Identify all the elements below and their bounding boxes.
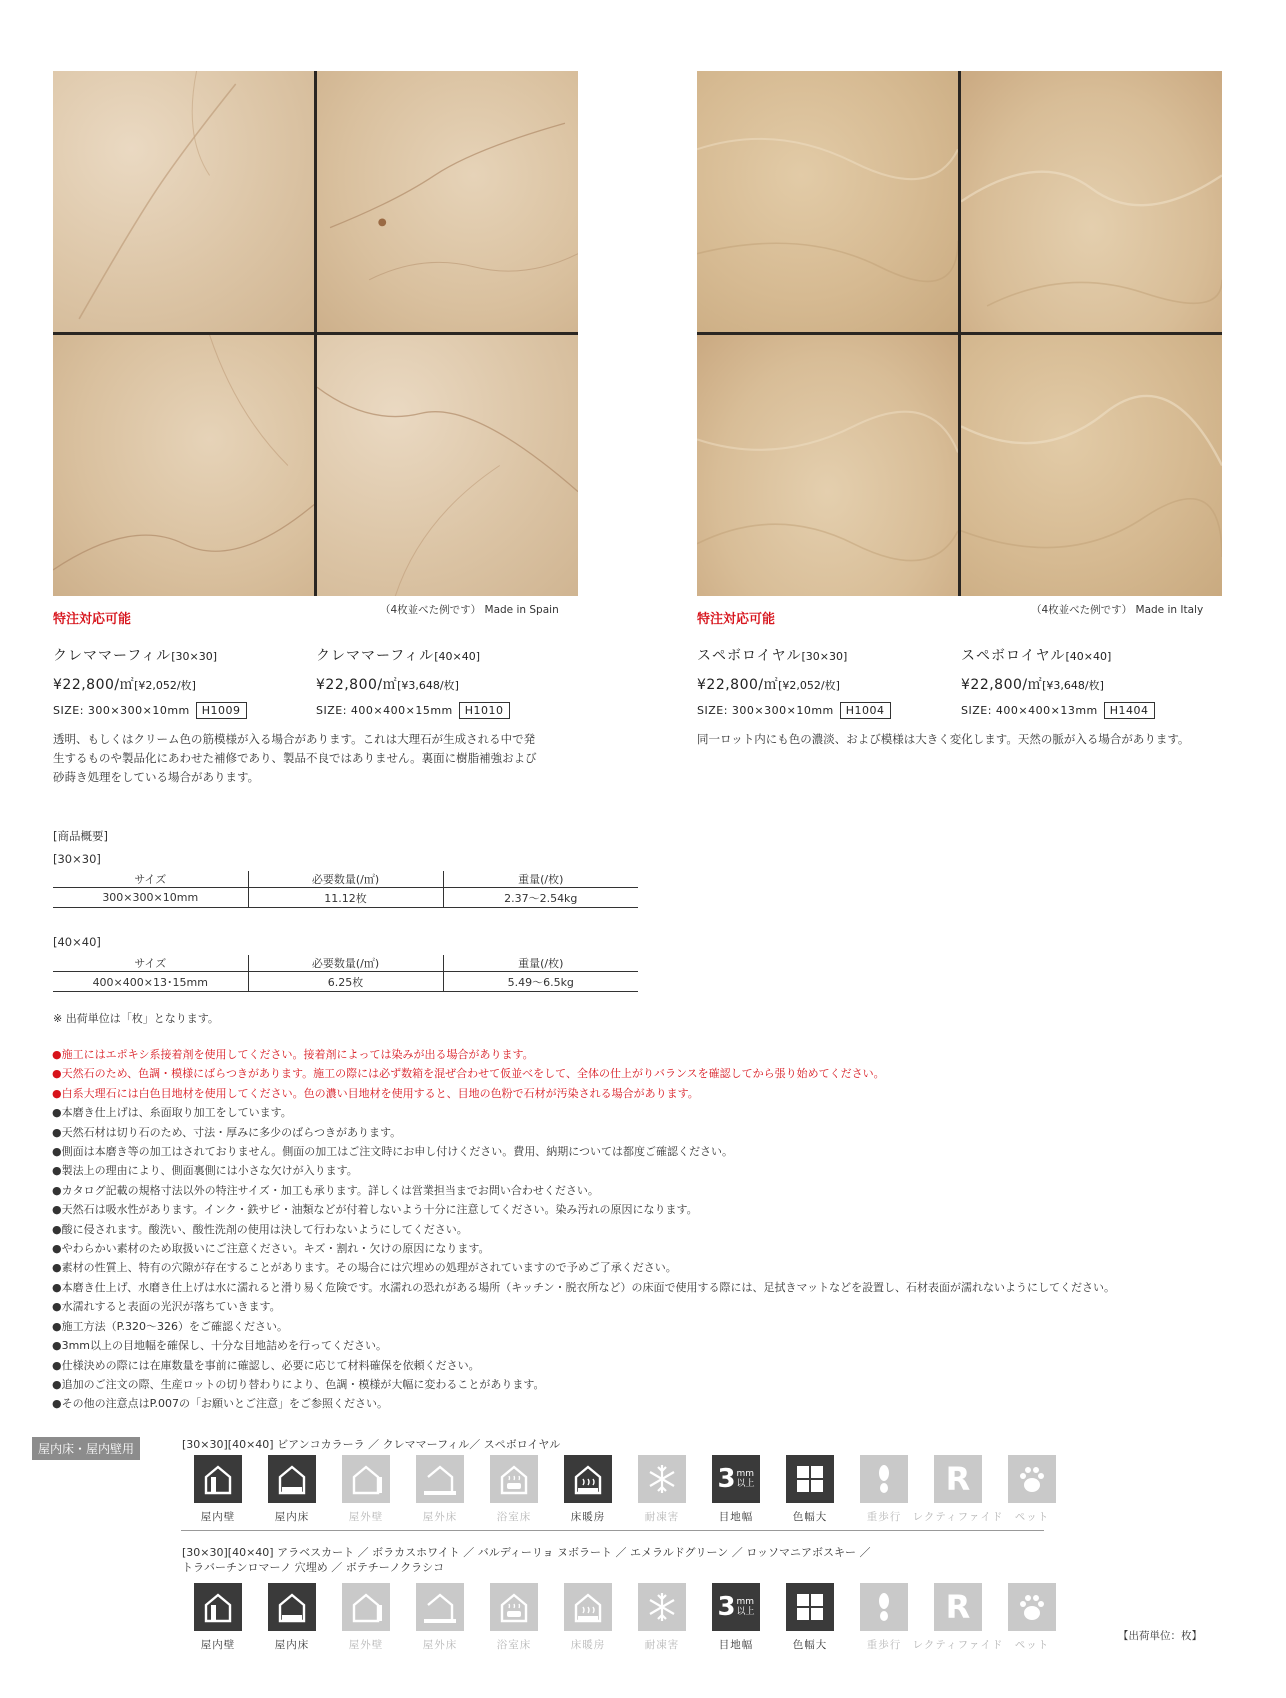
product-description: 透明、もしくはクリーム色の筋模様が入る場合があります。これは大理石が生成される中で発 生するものや製品化にあわせた補修であり、製品不良ではありません。裏面に樹脂補強および 砂蒔き処理をしている場合があります。 [53,732,537,784]
indoor-floor-icon [268,1455,316,1503]
caution-item: ●水濡れすると表面の光沢が落ちていきます。 [52,1300,281,1314]
floor-heating-icon [564,1583,612,1631]
table-label: [30×30] [53,852,101,866]
indoor-wall-icon [194,1583,242,1631]
usage-icon-label: 目地幅 [718,1639,754,1651]
table-row: 300×300×10mm 11.12枚 2.37～2.54kg [53,888,638,908]
caution-item: ●施工方法（P.320～326）をご確認ください。 [52,1319,289,1333]
spec-table [53,871,638,908]
pet-icon [1008,1583,1056,1631]
usage-icon-item [181,1455,255,1524]
usage-icon-item [995,1583,1069,1652]
product-code: H1004 [840,702,891,719]
product-name: クレママーフィル[40×40] [316,648,480,664]
product-name: クレママーフィル[30×30] [53,648,217,664]
table-header: 重量(/枚) [443,955,638,972]
usage-icon-label: ペット [1014,1511,1050,1523]
table-header: サイズ [53,955,248,972]
usage-icon-item [625,1455,699,1524]
caution-item: ●その他の注意点はP.007の「お願いとご注意」をご参照ください。 [52,1397,389,1411]
usage-icon-item [403,1455,477,1524]
usage-icon-item [255,1583,329,1652]
usage-icon-label: 浴室床 [496,1511,532,1523]
usage-icon-item [699,1455,773,1524]
product-size: SIZE: 400×400×13mm H1404 [961,702,1211,719]
usage-icon-label: 重歩行 [866,1639,902,1651]
usage-icon-item [181,1583,255,1652]
usage-icon-item [625,1583,699,1652]
usage-icon-label: 色幅大 [792,1639,828,1651]
heavy-walking-icon [860,1455,908,1503]
usage-icon-label: 床暖房 [570,1639,606,1651]
joint-width-icon: 3 mm 以上 [712,1455,760,1503]
joint-width-icon: 3 mm 以上 [712,1583,760,1631]
usage-icon-item [551,1455,625,1524]
indoor-wall-icon [194,1455,242,1503]
caution-item: ●素材の性質上、特有の穴隙が存在することがあります。その場合には穴埋めの処理がされていますので予めご了承ください。 [52,1261,677,1275]
example-note: （4枚並べた例です） Made in Italy [1031,604,1204,616]
usage-icon-row [181,1455,1069,1524]
product-code: H1010 [459,702,510,719]
usage-icon-label: 浴室床 [496,1639,532,1651]
caution-item: ●本磨き仕上げは、糸面取り加工をしています。 [52,1106,292,1120]
tile [317,71,578,332]
usage-icon-label: 屋外壁 [348,1639,384,1651]
caution-item: ●カタログ記載の規格寸法以外の特注サイズ・加工も承ります。詳しくは営業担当までお問い合わせください。 [52,1183,599,1197]
caution-list [52,1045,1252,1414]
caution-item: ●仕様決めの際には在庫数量を事前に確認し、必要に応じて材料確保を依頼ください。 [52,1358,480,1372]
table-header: 必要数量(/㎡) [248,871,443,888]
product-price: ¥22,800/㎡[¥3,648/枚] [961,677,1104,693]
usage-icon-item [551,1583,625,1652]
usage-icon-item [477,1583,551,1652]
product-name: スペボロイヤル[30×30] [697,648,848,664]
caution-item: ●本磨き仕上げ、水磨き仕上げは水に濡れると滑り易く危険です。水濡れの恐れがある場所（キッチン・脱衣所など）の床面で使用する際には、足拭きマットなどを設置し、石材表面が濡れないようにしてください。 [52,1280,1116,1294]
product-code: H1404 [1104,702,1155,719]
tile [53,335,314,596]
caution-item: ●酸に侵されます。酸洗い、酸性洗剤の使用は決して行わないようにしてください。 [52,1222,468,1236]
shipping-unit-label: 【出荷単位：枚】 [1118,1630,1202,1642]
divider [181,1530,1044,1531]
tile [961,71,1222,332]
custom-order-note: 特注対応可能 [53,612,132,627]
caution-item: ●やわらかい素材のため取扱いにご注意ください。キズ・割れ・欠けの原因になります。 [52,1242,490,1256]
usage-icon-item [699,1583,773,1652]
spevo-royal-tile-photo [697,71,1222,596]
usage-badge: 屋内床・屋内壁用 [32,1437,140,1460]
joint-width-number: 3 [717,1592,736,1622]
caution-item: ●天然石のため、色調・模様にばらつきがあります。施工の際には必ず数箱を混ぜ合わせて仮並べをして、全体の仕上がりバランスを確認してから張り始めてください。 [52,1067,885,1081]
usage-icon-item [847,1583,921,1652]
usage-icon-label: 目地幅 [718,1511,754,1523]
table-header: 必要数量(/㎡) [248,955,443,972]
usage-icon-item [255,1455,329,1524]
outdoor-floor-icon [416,1455,464,1503]
usage-icon-label: 耐凍害 [644,1511,680,1523]
outdoor-floor-icon [416,1583,464,1631]
usage-icon-label: 床暖房 [570,1511,606,1523]
usage-icon-item [912,1455,1004,1524]
tile [961,335,1222,596]
product-description: 同一ロット内にも色の濃淡、および模様は大きく変化します。天然の脈が入る場合があります。 [697,732,1190,746]
floor-heating-icon [564,1455,612,1503]
shipping-unit-note: ※ 出荷単位は「枚」となります。 [53,1012,219,1025]
usage-icon-item [773,1583,847,1652]
product-spec [697,645,947,719]
usage-icon-label: 屋内床 [274,1639,310,1651]
caution-item: ●追加のご注文の際、生産ロットの切り替わりにより、色調・模様が大幅に変わることがあります。 [52,1377,545,1391]
bathroom-floor-icon [490,1583,538,1631]
icon-group-title: [30×30][40×40] ビアンコカラーラ ／ クレママーフィル／ スペボロイヤル [182,1438,561,1451]
usage-icon-item [912,1583,1004,1652]
joint-width-number: 3 [717,1464,736,1494]
usage-icon-item [329,1583,403,1652]
table-header: サイズ [53,871,248,888]
usage-icon-label: レクティファイド [912,1511,1004,1523]
caution-item: ●製法上の理由により、側面裏側には小さな欠けが入ります。 [52,1164,358,1178]
usage-icon-item [329,1455,403,1524]
tile [53,71,314,332]
usage-icon-item [403,1583,477,1652]
example-note: （4枚並べた例です） Made in Spain [380,604,559,616]
caution-item: ●白系大理石には白色目地材を使用してください。色の濃い目地材を使用すると、目地の色粉で石材が汚染される場合があります。 [52,1086,699,1100]
usage-icon-item [995,1455,1069,1524]
usage-icon-item [847,1455,921,1524]
product-spec [961,645,1211,719]
table-header: 重量(/枚) [443,871,638,888]
caution-item: ●側面は本磨き等の加工はされておりません。側面の加工はご注文時にお申し付けください。費用、納期については都度ご確認ください。 [52,1145,734,1159]
usage-icon-label: 耐凍害 [644,1639,680,1651]
product-price: ¥22,800/㎡[¥2,052/枚] [697,677,840,693]
product-spec [316,645,566,719]
usage-icon-label: 屋外床 [422,1511,458,1523]
crema-marfil-tile-photo [53,71,578,596]
product-price: ¥22,800/㎡[¥2,052/枚] [53,677,196,693]
usage-icon-item [773,1455,847,1524]
usage-icon-row [181,1583,1069,1652]
usage-icon-label: ペット [1014,1639,1050,1651]
tile [317,335,578,596]
color-variation-icon [786,1455,834,1503]
product-spec [53,645,303,719]
usage-icon-label: 屋内壁 [200,1639,236,1651]
caution-item: ●施工にはエポキシ系接着剤を使用してください。接着剤によっては染みが出る場合があります。 [52,1048,534,1061]
product-name: スペボロイヤル[40×40] [961,648,1112,664]
usage-icon-label: 色幅大 [792,1511,828,1523]
spec-table [53,955,638,992]
usage-icon-label: 重歩行 [866,1511,902,1523]
caution-item: ●天然石は吸水性があります。インク・鉄サビ・油類などが付着しないよう十分に注意してください。染み汚れの原因になります。 [52,1203,698,1217]
rectified-icon: R [934,1455,982,1503]
indoor-floor-icon [268,1583,316,1631]
outdoor-wall-icon [342,1583,390,1631]
pet-icon [1008,1455,1056,1503]
usage-icon-label: 屋内壁 [200,1511,236,1523]
usage-icon-item [477,1455,551,1524]
usage-icon-label: レクティファイド [912,1639,1004,1651]
heavy-walking-icon [860,1583,908,1631]
tile [697,335,958,596]
product-size: SIZE: 400×400×15mm H1010 [316,702,566,719]
table-label: [40×40] [53,935,101,949]
caution-item: ●3mm以上の目地幅を確保し、十分な目地詰めを行ってください。 [52,1339,388,1353]
caution-item: ●天然石材は切り石のため、寸法・厚みに多少のばらつきがあります。 [52,1125,402,1139]
table-row: 400×400×13･15mm 6.25枚 5.49～6.5kg [53,972,638,992]
outdoor-wall-icon [342,1455,390,1503]
bathroom-floor-icon [490,1455,538,1503]
product-code: H1009 [196,702,247,719]
usage-icon-label: 屋外壁 [348,1511,384,1523]
product-size: SIZE: 300×300×10mm H1004 [697,702,947,719]
icon-group-title: [30×30][40×40] アラベスカート ／ ボラカスホワイト ／ バルディーリョ ヌボラート ／ エメラルドグリーン ／ ロッソマニアボスキー ／ トラバーチンロマーノ 穴埋め ／ ボテチーノクラシコ [182,1546,871,1574]
frost-icon [638,1583,686,1631]
product-price: ¥22,800/㎡[¥3,648/枚] [316,677,459,693]
color-variation-icon [786,1583,834,1631]
tile [697,71,958,332]
rectified-icon: R [934,1583,982,1631]
frost-icon [638,1455,686,1503]
product-size: SIZE: 300×300×10mm H1009 [53,702,303,719]
overview-title: [商品概要] [53,829,108,843]
usage-icon-label: 屋内床 [274,1511,310,1523]
custom-order-note: 特注対応可能 [697,612,776,627]
usage-icon-label: 屋外床 [422,1639,458,1651]
